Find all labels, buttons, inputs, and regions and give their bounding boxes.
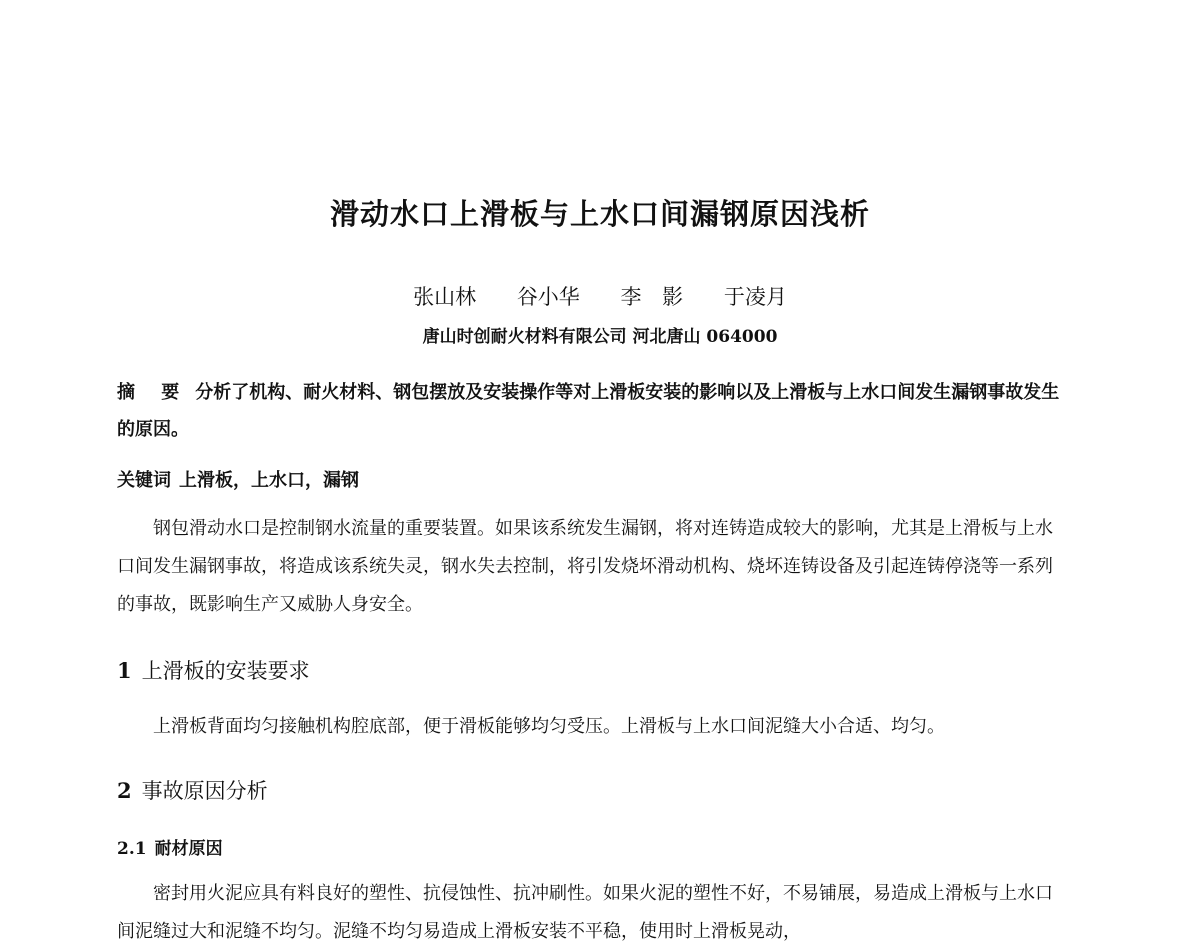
section-number: 2 xyxy=(117,778,132,803)
section1-paragraph: 上滑板背面均匀接触机构腔底部，便于滑板能够均匀受压。上滑板与上水口间泥缝大小合适、均匀。 xyxy=(153,716,945,737)
keywords xyxy=(117,462,1062,499)
author-name: 张山林 xyxy=(413,285,477,309)
author-name: 于凌月 xyxy=(723,285,787,309)
paper-title: 滑动水口上滑板与上水口间漏钢原因浅析 xyxy=(329,197,870,231)
author-name: 李 影 xyxy=(620,285,684,309)
section-title: 上滑板的安装要求 xyxy=(141,659,310,683)
subsection-title: 耐材原因 xyxy=(154,839,223,859)
keywords-text: 上滑板，上水口，漏钢 xyxy=(179,470,359,491)
affiliation: 唐山时创耐火材料有限公司 河北唐山 064000 xyxy=(422,327,778,347)
abstract-text: 分析了机构、耐火材料、钢包摆放及安装操作等对上滑板安装的影响以及上滑板与上水口间发生漏钢事故发生的原因。 xyxy=(117,382,1060,440)
section-title: 事故原因分析 xyxy=(141,779,268,803)
intro-paragraph: 钢包滑动水口是控制钢水流量的重要装置。如果该系统发生漏钢，将对连铸造成较大的影响，尤其是上滑板与上水口间发生漏钢事故，将造成该系统失灵，钢水失去控制，将引发烧坏滑动机构、烧坏连铸设备及引起连铸停浇等一系列的事故，既影响生产又威胁人身安全。 xyxy=(117,518,1053,615)
keywords-label: 关键词 xyxy=(117,470,171,491)
subsection-number: 2.1 xyxy=(117,839,147,859)
subsection-heading xyxy=(117,834,223,859)
section-heading xyxy=(117,655,310,685)
section-heading xyxy=(117,775,268,805)
abstract xyxy=(117,374,1062,448)
author-name: 谷小华 xyxy=(516,285,580,309)
abstract-label: 摘 要 xyxy=(117,382,190,403)
subsection-paragraph: 密封用火泥应具有料良好的塑性、抗侵蚀性、抗冲刷性。如果火泥的塑性不好，不易铺展，易造成上滑板与上水口间泥缝过大和泥缝不均匀。泥缝不均匀易造成上滑板安装不平稳，使用时上滑板晃动， xyxy=(117,883,1053,942)
section-number: 1 xyxy=(117,658,132,683)
author-list xyxy=(0,281,1200,311)
